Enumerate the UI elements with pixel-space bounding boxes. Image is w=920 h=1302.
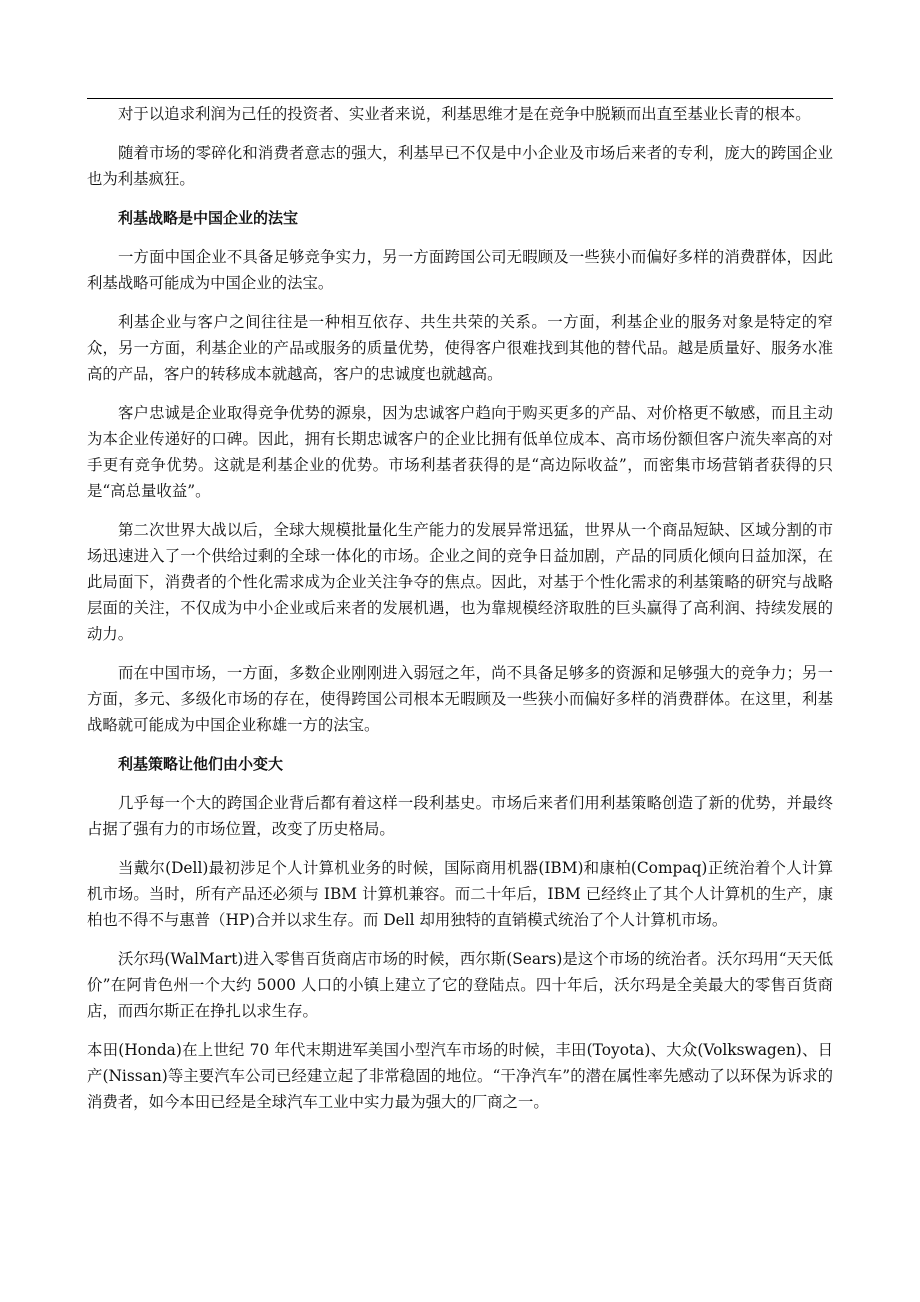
paragraph-intro-1: 对于以追求利润为己任的投资者、实业者来说，利基思维才是在竞争中脱颖而出直至基业长青的根本。 bbox=[118, 105, 811, 123]
paragraph-s2-1: 几乎每一个大的跨国企业背后都有着这样一段利基史。市场后来者们用利基策略创造了新的优势，并最终占据了强有力的市场位置，改变了历史格局。 bbox=[87, 794, 833, 838]
paragraph-s1-1: 一方面中国企业不具备足够竞争实力，另一方面跨国公司无暇顾及一些狭小而偏好多样的消费群体，因此利基战略可能成为中国企业的法宝。 bbox=[87, 248, 833, 292]
article-body bbox=[87, 101, 833, 1128]
paragraph-s2-4: 本田(Honda)在上世纪 70 年代末期进军美国小型汽车市场的时候，丰田(Toyota)、大众(Volkswagen)、日产(Nissan)等主要汽车公司已经建立起了非常稳固的地位。“干净汽车”的潜在属性率先感动了以环保为诉求的消费者，如今本田已经是全球汽车工业中实力最为强大的厂商之一。 bbox=[87, 1041, 833, 1111]
paragraph-s2-2: 当戴尔(Dell)最初涉足个人计算机业务的时候，国际商用机器(IBM)和康柏(Compaq)正统治着个人计算机市场。当时，所有产品还必须与 IBM 计算机兼容。而二十年后，IBM 已经终止了其个人计算机的生产，康柏也不得不与惠普（HP)合并以求生存。而 Dell 却用独特的直销模式统治了个人计算机市场。 bbox=[87, 859, 833, 929]
paragraph-s1-4: 第二次世界大战以后，全球大规模批量化生产能力的发展异常迅猛，世界从一个商品短缺、区域分割的市场迅速进入了一个供给过剩的全球一体化的市场。企业之间的竞争日益加剧，产品的同质化倾向日益加深，在此局面下，消费者的个性化需求成为企业关注争夺的焦点。因此，对基于个性化需求的利基策略的研究与战略层面的关注，不仅成为中小企业或后来者的发展机遇，也为靠规模经济取胜的巨头赢得了高利润、持续发展的动力。 bbox=[87, 521, 833, 643]
paragraph-s1-2: 利基企业与客户之间往往是一种相互依存、共生共荣的关系。一方面，利基企业的服务对象是特定的窄众，另一方面，利基企业的产品或服务的质量优势，使得客户很难找到其他的替代品。越是质量好、服务水准高的产品，客户的转移成本就越高，客户的忠诚度也就越高。 bbox=[87, 313, 833, 383]
paragraph-s2-3: 沃尔玛(WalMart)进入零售百货商店市场的时候，西尔斯(Sears)是这个市场的统治者。沃尔玛用“天天低价”在阿肯色州一个大约 5000 人口的小镇上建立了它的登陆点。四十年后，沃尔玛是全美最大的零售百货商店，而西尔斯正在挣扎以求生存。 bbox=[87, 950, 833, 1020]
header-rule bbox=[87, 98, 833, 99]
paragraph-s1-3: 客户忠诚是企业取得竞争优势的源泉，因为忠诚客户趋向于购买更多的产品、对价格更不敏感，而且主动为本企业传递好的口碑。因此，拥有长期忠诚客户的企业比拥有低单位成本、高市场份额但客户流失率高的对手更有竞争优势。这就是利基企业的优势。市场利基者获得的是“高边际收益”，而密集市场营销者获得的只是“高总量收益”。 bbox=[87, 404, 833, 500]
paragraph-s1-5: 而在中国市场，一方面，多数企业刚刚进入弱冠之年，尚不具备足够多的资源和足够强大的竞争力；另一方面，多元、多级化市场的存在，使得跨国公司根本无暇顾及一些狭小而偏好多样的消费群体。在这里，利基战略就可能成为中国企业称雄一方的法宝。 bbox=[87, 664, 833, 734]
section-heading-1: 利基战略是中国企业的法宝 bbox=[118, 209, 299, 227]
paragraph-intro-2: 随着市场的零碎化和消费者意志的强大，利基早已不仅是中小企业及市场后来者的专利，庞大的跨国企业也为利基疯狂。 bbox=[87, 144, 833, 188]
section-heading-2: 利基策略让他们由小变大 bbox=[118, 755, 284, 773]
